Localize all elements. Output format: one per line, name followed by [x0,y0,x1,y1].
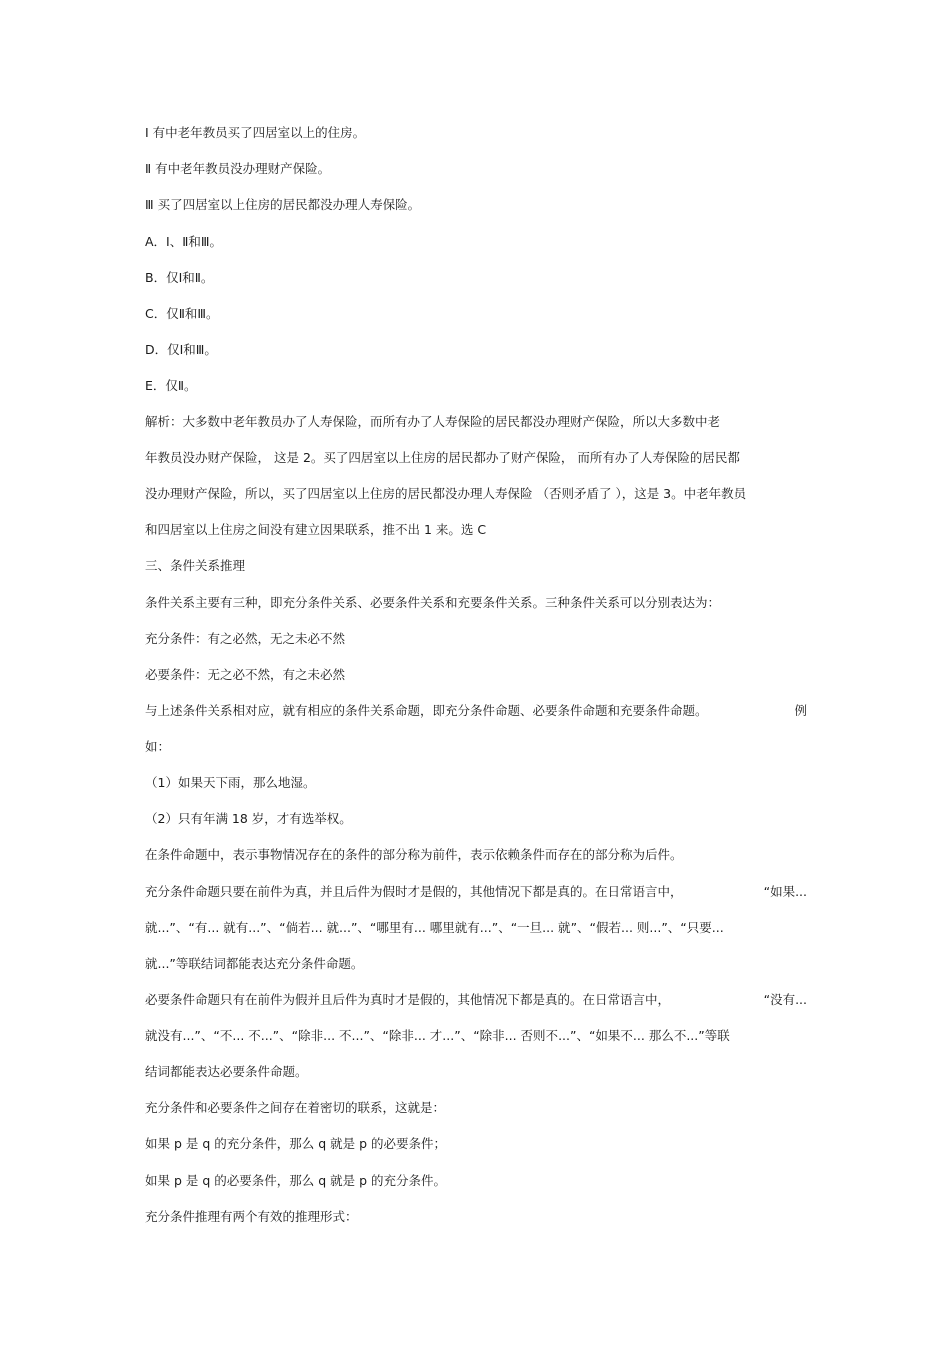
text-line: 充分条件：有之必然，无之未必不然 [145,631,346,646]
text-line: Ⅰ 有中老年教员买了四居室以上的住房。 [145,125,366,140]
text-line: 就...”、“有... 就有...”、“倘若... 就...”、“哪里有... 哪里就有...”、“一旦... 就”、“假若... 则...”、“只要... [145,920,724,935]
text-line: 如果 p 是 q 的充分条件，那么 q 就是 p 的必要条件； [145,1136,447,1151]
text-line: 在条件命题中，表示事物情况存在的条件的部分称为前件，表示依赖条件而存在的部分称为后件。 [145,847,683,862]
text-line: 就...”等联结词都能表达充分条件命题。 [145,956,364,971]
text-segment: 必要条件命题只有在前件为假并且后件为真时才是假的，其他情况下都是真的。在日常语言中， [145,992,671,1007]
text-line: A．Ⅰ、Ⅱ和Ⅲ。 [145,234,223,249]
text-line: B．仅Ⅰ和Ⅱ。 [145,270,214,285]
text-line: 没办理财产保险，所以，买了四居室以上住房的居民都没办理人寿保险 （否则矛盾了 ），这是 3。中老年教员 [145,486,747,501]
text-line: Ⅱ 有中老年教员没办理财产保险。 [145,161,331,176]
text-line: 必要条件：无之必不然，有之未必然 [145,667,346,682]
text-line [145,991,807,1009]
text-line: 如： [145,739,171,754]
text-segment: “如果... [763,884,807,899]
text-segment: “没有... [763,992,807,1007]
text-line: 充分条件推理有两个有效的推理形式： [145,1209,358,1224]
text-segment: 例 [794,703,807,718]
text-line: 如果 p 是 q 的必要条件，那么 q 就是 p 的充分条件。 [145,1173,447,1188]
text-line [145,702,807,720]
text-line: E．仅Ⅱ。 [145,378,197,393]
text-line: 条件关系主要有三种，即充分条件关系、必要条件关系和充要条件关系。三种条件关系可以分别表达为： [145,595,721,610]
text-segment: 充分条件命题只要在前件为真，并且后件为假时才是假的，其他情况下都是真的。在日常语言中， [145,884,683,899]
text-line: 年教员没办财产保险， 这是 2。买了四居室以上住房的居民都办了财产保险， 而所有办了人寿保险的居民都 [145,450,740,465]
text-line: 解析：大多数中老年教员办了人寿保险，而所有办了人寿保险的居民都没办理财产保险，所以大多数中老 [145,414,721,429]
text-line: 就没有...”、“不... 不...”、“除非... 不...”、“除非... 才...”、“除非... 否则不...”、“如果不... 那么不...”等联 [145,1028,730,1043]
text-line: 结词都能表达必要条件命题。 [145,1064,308,1079]
text-line: Ⅲ 买了四居室以上住房的居民都没办理人寿保险。 [145,197,421,212]
text-line: C．仅Ⅱ和Ⅲ。 [145,306,219,321]
text-line: 和四居室以上住房之间没有建立因果联系，推不出 1 来。选 C [145,522,487,537]
text-line: D．仅Ⅰ和Ⅲ。 [145,342,217,357]
text-segment: 与上述条件关系相对应，就有相应的条件关系命题，即充分条件命题、必要条件命题和充要条件命题。 [145,703,708,718]
section-heading: 三、条件关系推理 [145,558,246,573]
text-line [145,883,807,901]
list-item: （2）只有年满 18 岁，才有选举权。 [145,811,352,826]
text-line: 充分条件和必要条件之间存在着密切的联系，这就是： [145,1100,446,1115]
list-item: （1）如果天下雨，那么地湿。 [145,775,316,790]
